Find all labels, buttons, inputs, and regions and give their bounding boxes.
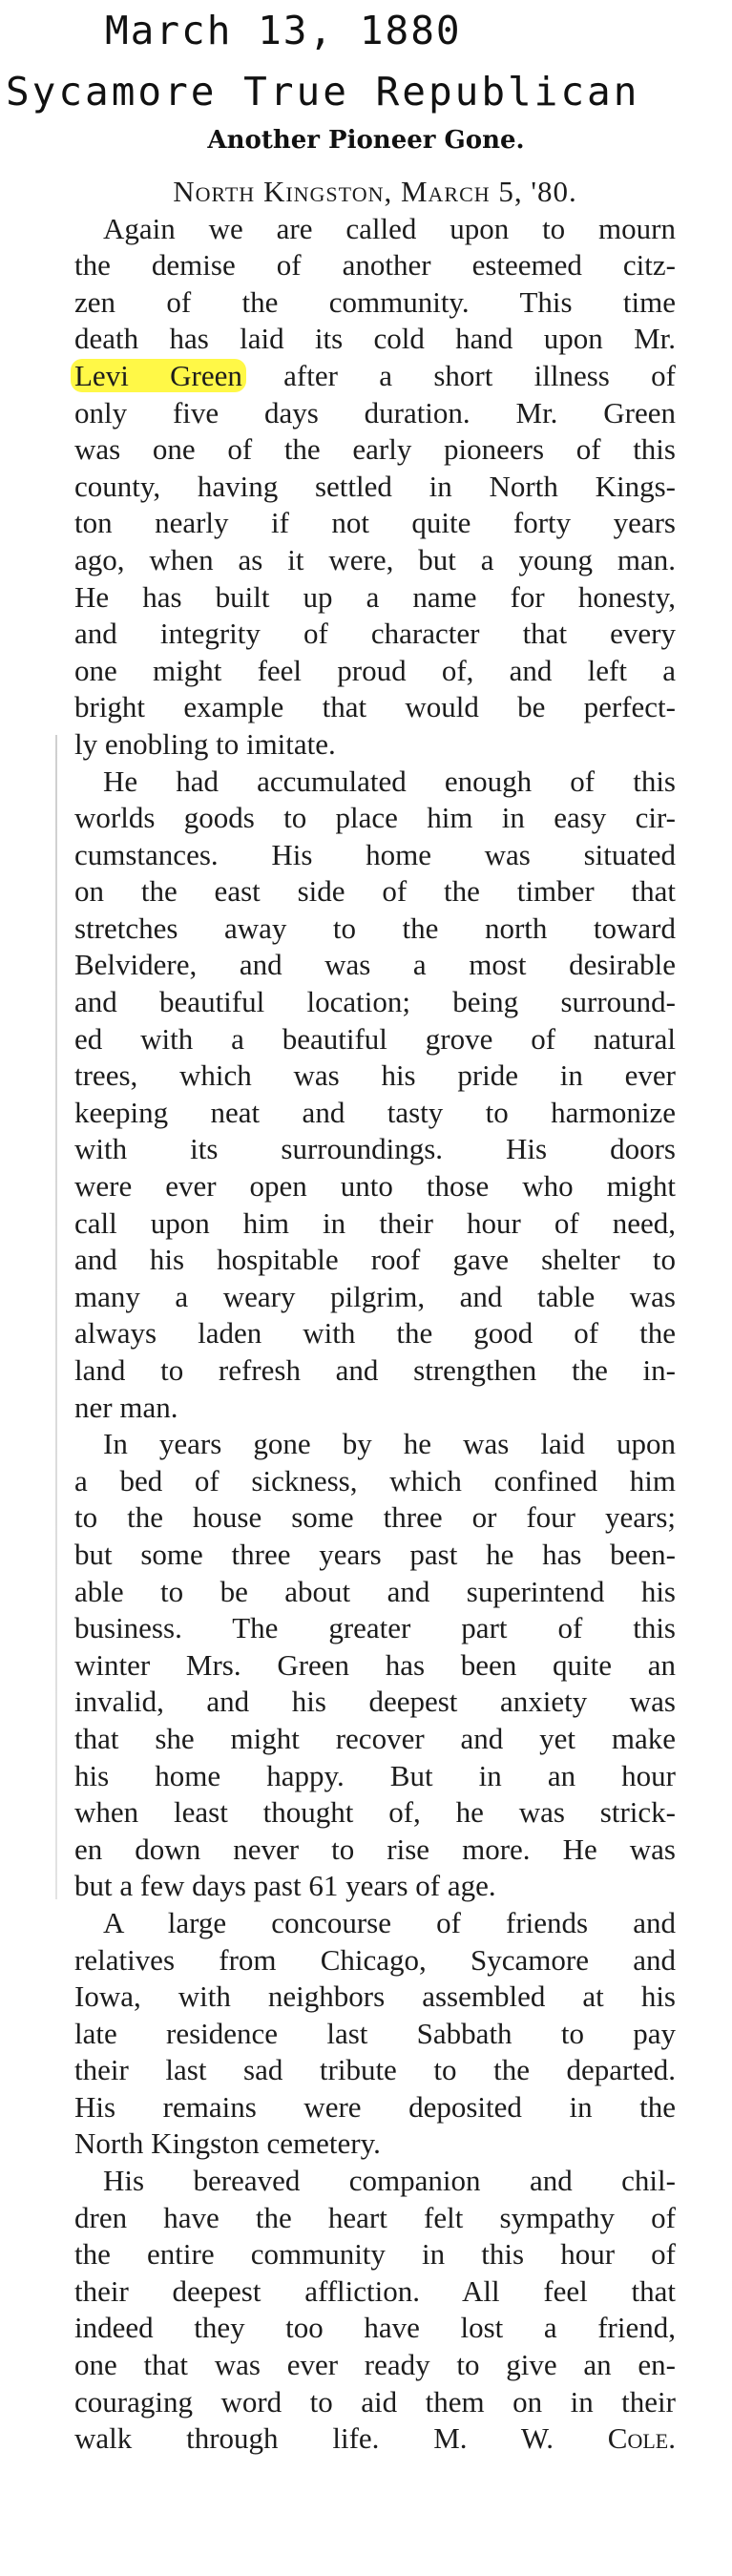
article-body (74, 174, 676, 2458)
article-line: were ever open unto those who might (74, 1169, 676, 1204)
article-line: His remains were deposited in the (74, 2089, 676, 2124)
article-line: keeping neat and tasty to harmonize (74, 1095, 676, 1129)
article-line: In years gone by he was laid upon (103, 1427, 676, 1461)
article-line: and his hospitable roof gave shelter to (74, 1243, 676, 1277)
author-signature: M. W. Cole. (433, 2421, 676, 2456)
article-line: was one of the early pioneers of this (74, 432, 676, 467)
article-line: always laden with the good of the (74, 1316, 676, 1351)
article-line: one that was ever ready to give an en- (74, 2348, 676, 2382)
article-line: business. The greater part of this (74, 1611, 676, 1645)
article-line: Belvidere, and was a most desirable (74, 948, 676, 982)
article-line: trees, which was his pride in ever (74, 1058, 676, 1093)
article-line: North Kingston cemetery. (74, 2126, 381, 2161)
article-line: invalid, and his deepest anxiety was (74, 1685, 676, 1719)
article-line: late residence last Sabbath to pay (74, 2016, 676, 2050)
article-line: with its surroundings. His doors (74, 1132, 676, 1166)
article-line: He has built up a name for honesty, (74, 579, 676, 614)
article-line: the entire community in this hour of (74, 2237, 676, 2272)
article-line: and integrity of character that every (74, 617, 676, 651)
article-line: bright example that would be perfect- (74, 690, 676, 724)
article-line-text: after a short illness of (241, 358, 676, 392)
article-line: indeed they too have lost a friend, (74, 2311, 676, 2345)
article-line: many a weary pilgrim, and table was (74, 1279, 676, 1313)
article-line: on the east side of the timber that (74, 874, 676, 909)
article-line: couraging word to aid them on in their (74, 2384, 676, 2419)
article-line: able to be about and superintend his (74, 1574, 676, 1608)
article-line: the demise of another esteemed citz- (74, 248, 676, 283)
article-line: He had accumulated enough of this (103, 764, 676, 798)
article-line: a bed of sickness, which confined him (74, 1463, 676, 1497)
highlighted-name: Levi Green (71, 359, 246, 392)
article-line: ton nearly if not quite forty years (74, 506, 676, 540)
article-headline: Another Pioneer Gone. (207, 126, 525, 155)
article-line-text: walk through life. (74, 2421, 380, 2456)
article-line: worlds goods to place him in easy cir- (74, 801, 676, 835)
article-line: His bereaved companion and chil- (103, 2164, 676, 2198)
article-line: ed with a beautiful grove of natural (74, 1021, 676, 1056)
article-line: death has laid its cold hand upon Mr. (74, 322, 676, 356)
article-line: one might feel proud of, and left a (74, 653, 676, 687)
article-line: cumstances. His home was situated (74, 837, 676, 871)
article-line: and beautiful location; being surround- (74, 985, 676, 1019)
article-paragraphs (74, 211, 676, 2458)
article-line: relatives from Chicago, Sycamore and (74, 1942, 676, 1977)
article-line: to the house some three or four years; (74, 1500, 676, 1535)
article-line: dren have the heart felt sympathy of (74, 2200, 676, 2234)
article-line (74, 2420, 676, 2458)
article-line: Iowa, with neighbors assembled at his (74, 1979, 676, 2014)
article-line: when least thought of, he was strick- (74, 1795, 676, 1830)
article-line: but a few days past 61 years of age. (74, 1869, 496, 1903)
article-line: that she might recover and yet make (74, 1721, 676, 1755)
article-line: winter Mrs. Green has been quite an (74, 1647, 676, 1682)
article-line: only five days duration. Mr. Green (74, 395, 676, 429)
newspaper-name: Sycamore True Republican (6, 69, 640, 115)
article-line: stretches away to the north toward (74, 911, 676, 945)
article-line: call upon him in their hour of need, (74, 1205, 676, 1240)
clipping-date: March 13, 1880 (105, 8, 462, 53)
column-rule (55, 735, 57, 1899)
article-line: their last sad tribute to the departed. (74, 2053, 676, 2087)
article-line: ner man. (74, 1390, 178, 1424)
article-line (74, 358, 676, 395)
article-line: en down never to rise more. He was (74, 1832, 676, 1866)
article-line: their deepest affliction. All feel that (74, 2273, 676, 2308)
article-line: ago, when as it were, but a young man. (74, 542, 676, 576)
article-line: county, having settled in North Kings- (74, 469, 676, 503)
article-line: A large concourse of friends and (103, 1905, 676, 1939)
article-dateline: North Kingston, March 5, '80. (173, 175, 577, 208)
article-line: ly enobling to imitate. (74, 726, 336, 761)
article-line: but some three years past he has been- (74, 1537, 676, 1571)
article-line: land to refresh and strengthen the in- (74, 1353, 676, 1387)
article-line: Again we are called upon to mourn (103, 211, 676, 245)
article-line: zen of the community. This time (74, 284, 676, 319)
article-line: his home happy. But in an hour (74, 1758, 676, 1792)
